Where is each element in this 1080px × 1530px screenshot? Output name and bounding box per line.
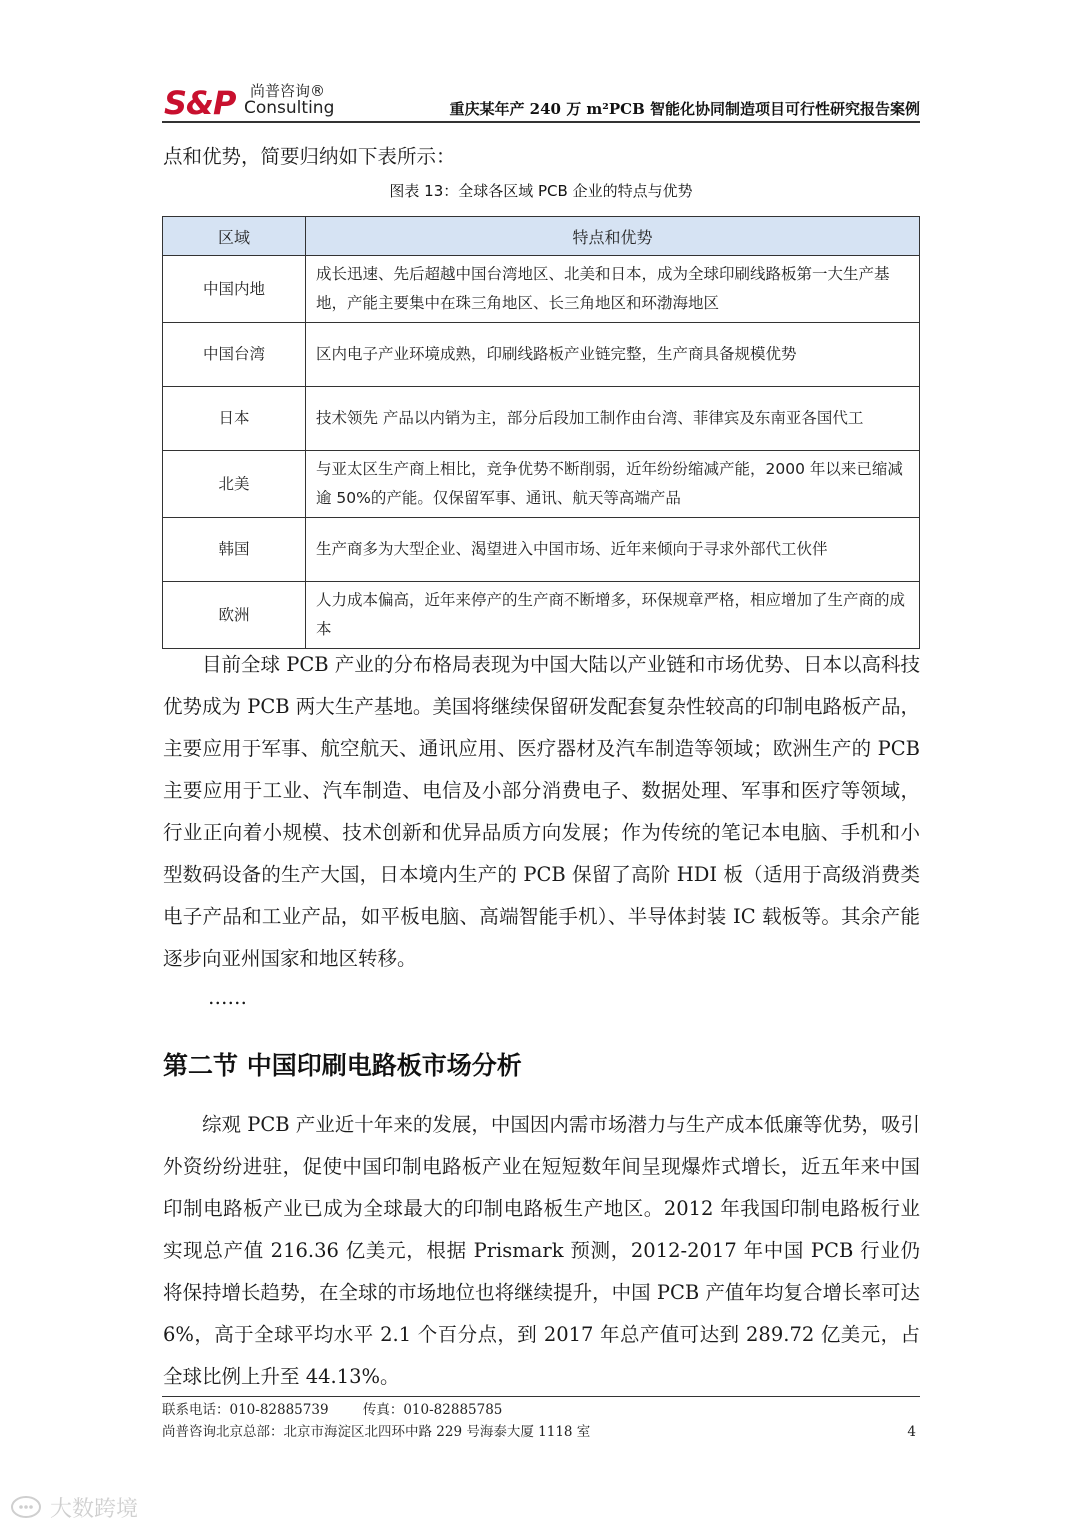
page-header xyxy=(162,72,920,124)
table-row xyxy=(163,387,920,451)
ellipsis: …… xyxy=(208,986,247,1009)
page-number: 4 xyxy=(907,1424,916,1440)
table-header-row xyxy=(163,217,920,256)
logo-mark: S&P xyxy=(164,84,236,122)
table-row xyxy=(163,582,920,649)
header-divider xyxy=(162,121,920,123)
watermark xyxy=(10,1492,138,1523)
region-cell: 中国内地 xyxy=(163,256,306,323)
logo-english-name: Consulting xyxy=(244,98,335,118)
contact-phone: 联系电话：010-82885739 xyxy=(162,1402,329,1418)
table-row xyxy=(163,518,920,582)
region-cell: 中国台湾 xyxy=(163,323,306,387)
page-footer xyxy=(162,1396,920,1443)
table-row xyxy=(163,451,920,518)
company-logo xyxy=(162,78,335,122)
feature-cell: 区内电子产业环境成熟，印刷线路板产业链完整，生产商具备规模优势 xyxy=(306,323,920,387)
china-market-paragraph: 综观 PCB 产业近十年来的发展，中国因内需市场潜力与生产成本低廉等优势，吸引外资纷纷进驻，促使中国印制电路板产业在短短数年间呈现爆炸式增长，近五年来中国印制电路板产业已成为全球最大的印制电路板生产地区。2012 年我国印制电路板行业实现总产值 216.36 亿美元，根据 Prismark 预测，2012-2017 年中国 PCB 行业仍将保持增长趋势，在全球的市场地位也将继续提升，中国 PCB 产值年均复合增长率可达 6%，高于全球平均水平 2.1 个百分点，到 2017 年总产值可达到 289.72 亿美元，占全球比例上升至 44.13%。 xyxy=(163,1113,920,1388)
column-header-features: 特点和优势 xyxy=(306,217,920,256)
feature-cell: 技术领先 产品以内销为主，部分后段加工制作由台湾、菲律宾及东南亚各国代工 xyxy=(306,387,920,451)
feature-cell: 与亚太区生产商上相比，竞争优势不断削弱，近年纷纷缩减产能，2000 年以来已缩减逾 50%的产能。仅保留军事、通讯、航天等高端产品 xyxy=(306,451,920,518)
section-heading: 第二节 中国印刷电路板市场分析 xyxy=(163,1051,522,1080)
region-cell: 日本 xyxy=(163,387,306,451)
column-header-region: 区域 xyxy=(163,217,306,256)
intro-text: 点和优势，简要归纳如下表所示： xyxy=(163,145,456,168)
report-title: 重庆某年产 240 万 m²PCB 智能化协同制造项目可行性研究报告案例 xyxy=(449,100,920,118)
feature-cell: 成长迅速、先后超越中国台湾地区、北美和日本，成为全球印刷线路板第一大生产基地，产能主要集中在珠三角地区、长三角地区和环渤海地区 xyxy=(306,256,920,323)
region-features-table xyxy=(162,216,920,649)
global-distribution-paragraph: 目前全球 PCB 产业的分布格局表现为中国大陆以产业链和市场优势、日本以高科技优势成为 PCB 两大生产基地。美国将继续保留研发配套复杂性较高的印制电路板产品，主要应用于军事、航空航天、通讯应用、医疗器材及汽车制造等领域；欧洲生产的 PCB 主要应用于工业、汽车制造、电信及小部分消费电子、数据处理、军事和医疗等领域，行业正向着小规模、技术创新和优异品质方向发展；作为传统的笔记本电脑、手机和小型数码设备的生产大国，日本境内生产的 PCB 保留了高阶 HDI 板（适用于高级消费类电子产品和工业产品，如平板电脑、高端智能手机）、半导体封装 IC 载板等。其余产能逐步向亚州国家和地区转移。 xyxy=(163,653,920,970)
region-cell: 韩国 xyxy=(163,518,306,582)
feature-cell: 生产商多为大型企业、渴望进入中国市场、近年来倾向于寻求外部代工伙伴 xyxy=(306,518,920,582)
region-cell: 欧洲 xyxy=(163,582,306,649)
office-address: 尚普咨询北京总部：北京市海淀区北四环中路 229 号海泰大厦 1118 室 xyxy=(162,1424,591,1440)
table-caption: 图表 13：全球各区域 PCB 企业的特点与优势 xyxy=(389,182,693,200)
watermark-text: 大数跨境 xyxy=(50,1497,139,1522)
feature-cell: 人力成本偏高，近年来停产的生产商不断增多，环保规章严格，相应增加了生产商的成本 xyxy=(306,582,920,649)
contact-fax: 传真：010-82885785 xyxy=(362,1402,503,1418)
table-row xyxy=(163,323,920,387)
logo-chinese-name: 尚普咨询® xyxy=(250,82,326,100)
table-row xyxy=(163,256,920,323)
region-cell: 北美 xyxy=(163,451,306,518)
chat-bubble-icon xyxy=(10,1495,44,1521)
footer-divider xyxy=(162,1396,920,1397)
